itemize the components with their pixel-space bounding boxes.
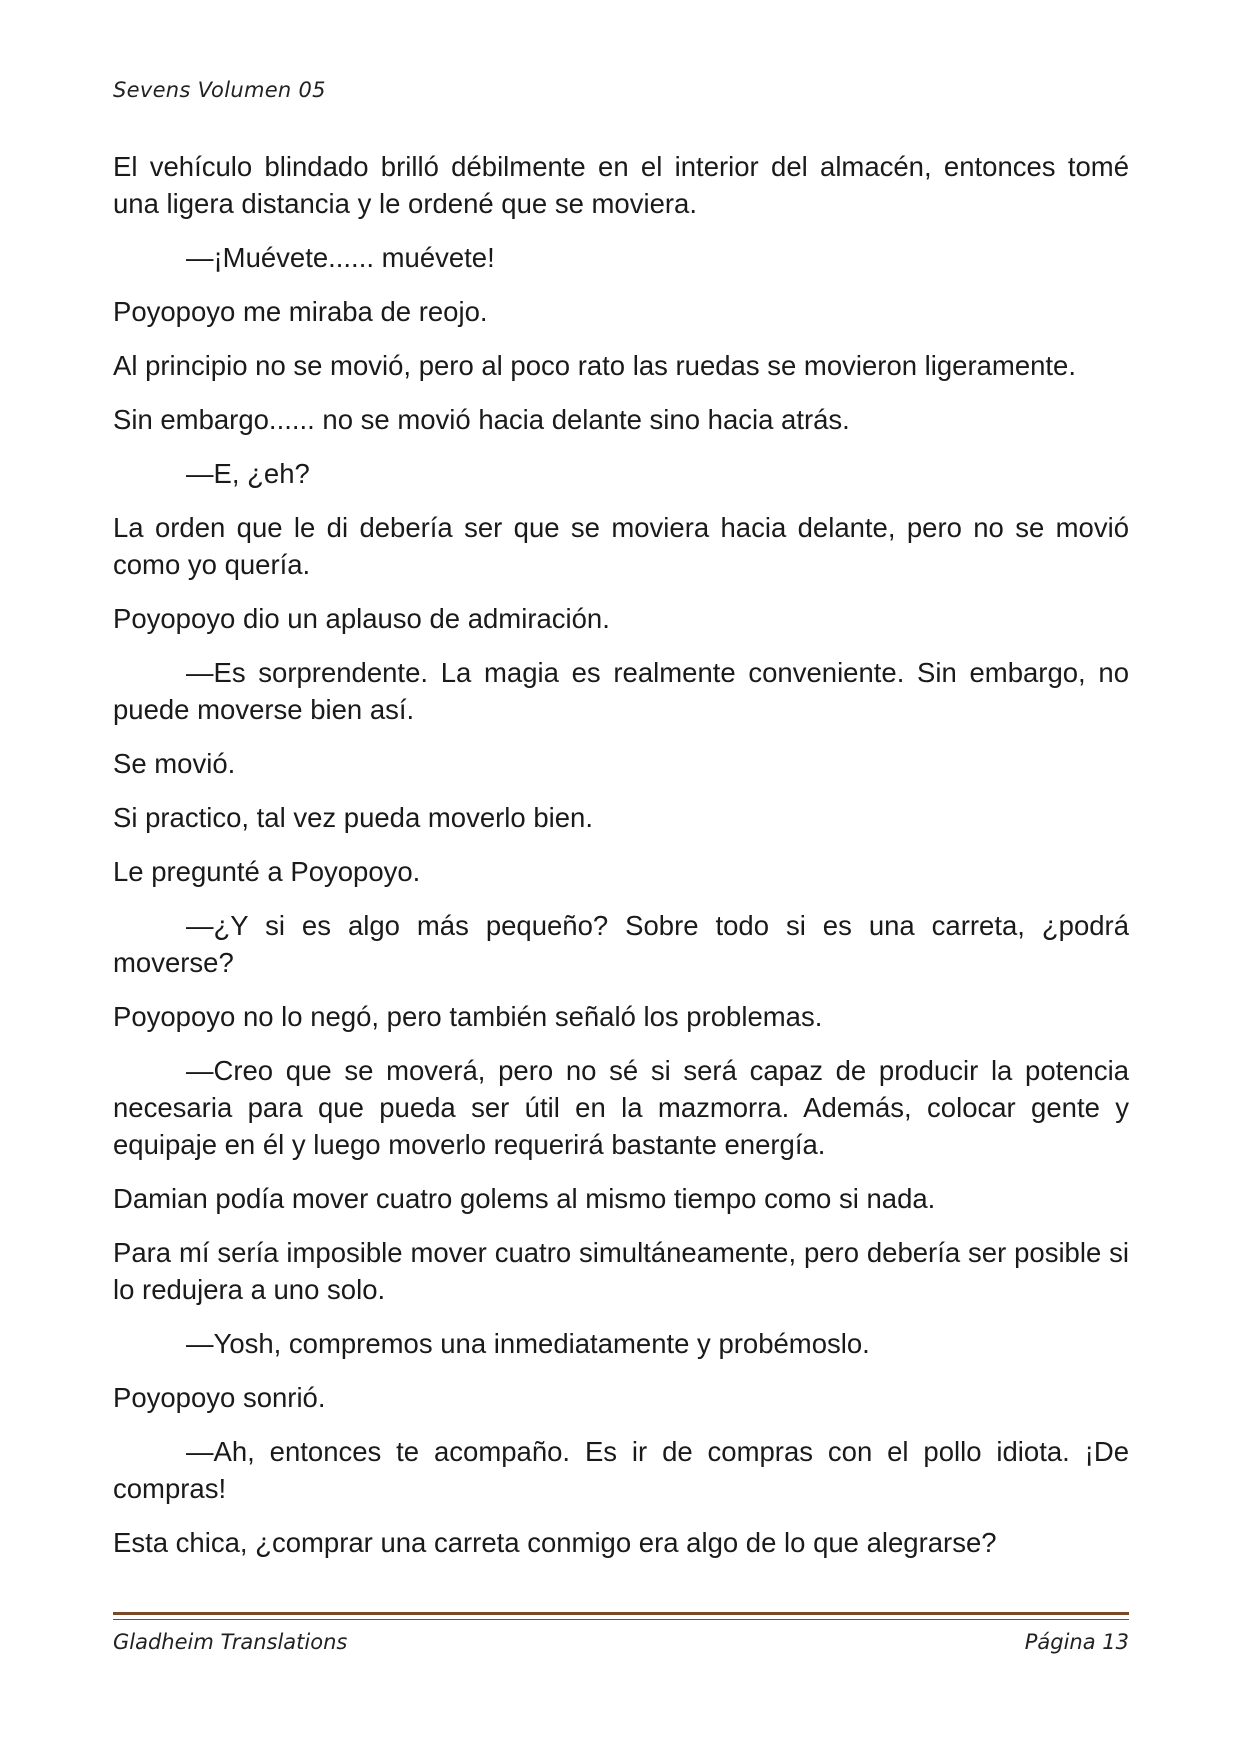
paragraph: Si practico, tal vez pueda moverlo bien. [113,802,593,833]
dialog-line: —¡Muévete...... muévete! [186,242,495,273]
page-body [113,148,1129,1578]
footer-divider [113,1612,1129,1615]
dialog-line: —Creo que se moverá, pero no sé si será capaz de producir la potencia necesaria para que pueda ser útil en la mazmorra. Además, colocar gente y equipaje en él y luego moverlo requerirá bastante energía. [113,1055,1129,1160]
paragraph: Sin embargo...... no se movió hacia delante sino hacia atrás. [113,404,850,435]
dialog-line: —Ah, entonces te acompaño. Es ir de compras con el pollo idiota. ¡De compras! [113,1436,1129,1504]
paragraph: Se movió. [113,748,236,779]
paragraph: Poyopoyo no lo negó, pero también señaló los problemas. [113,1001,823,1032]
paragraph: Damian podía mover cuatro golems al mismo tiempo como si nada. [113,1183,936,1214]
paragraph: Al principio no se movió, pero al poco rato las ruedas se movieron ligeramente. [113,350,1076,381]
paragraph: Poyopoyo dio un aplauso de admiración. [113,603,610,634]
paragraph: Poyopoyo sonrió. [113,1382,326,1413]
dialog-line: —Yosh, compremos una inmediatamente y probémoslo. [186,1328,870,1359]
dialog-line: —E, ¿eh? [186,458,310,489]
paragraph: La orden que le di debería ser que se moviera hacia delante, pero no se movió como yo quería. [113,512,1129,580]
footer-page-number: Página 13 [1024,1630,1129,1654]
paragraph: Poyopoyo me miraba de reojo. [113,296,488,327]
paragraph: Le pregunté a Poyopoyo. [113,856,421,887]
footer-divider-thin [113,1619,1129,1620]
footer-publisher: Gladheim Translations [113,1630,348,1654]
paragraph: Esta chica, ¿comprar una carreta conmigo era algo de lo que alegrarse? [113,1527,997,1558]
page-header-title: Sevens Volumen 05 [113,78,326,102]
paragraph: El vehículo blindado brilló débilmente en el interior del almacén, entonces tomé una ligera distancia y le ordené que se moviera. [113,151,1129,219]
dialog-line: —Es sorprendente. La magia es realmente conveniente. Sin embargo, no puede moverse bien así. [113,657,1129,725]
dialog-line: —¿Y si es algo más pequeño? Sobre todo si es una carreta, ¿podrá moverse? [113,910,1129,978]
paragraph: Para mí sería imposible mover cuatro simultáneamente, pero debería ser posible si lo redujera a uno solo. [113,1237,1129,1305]
